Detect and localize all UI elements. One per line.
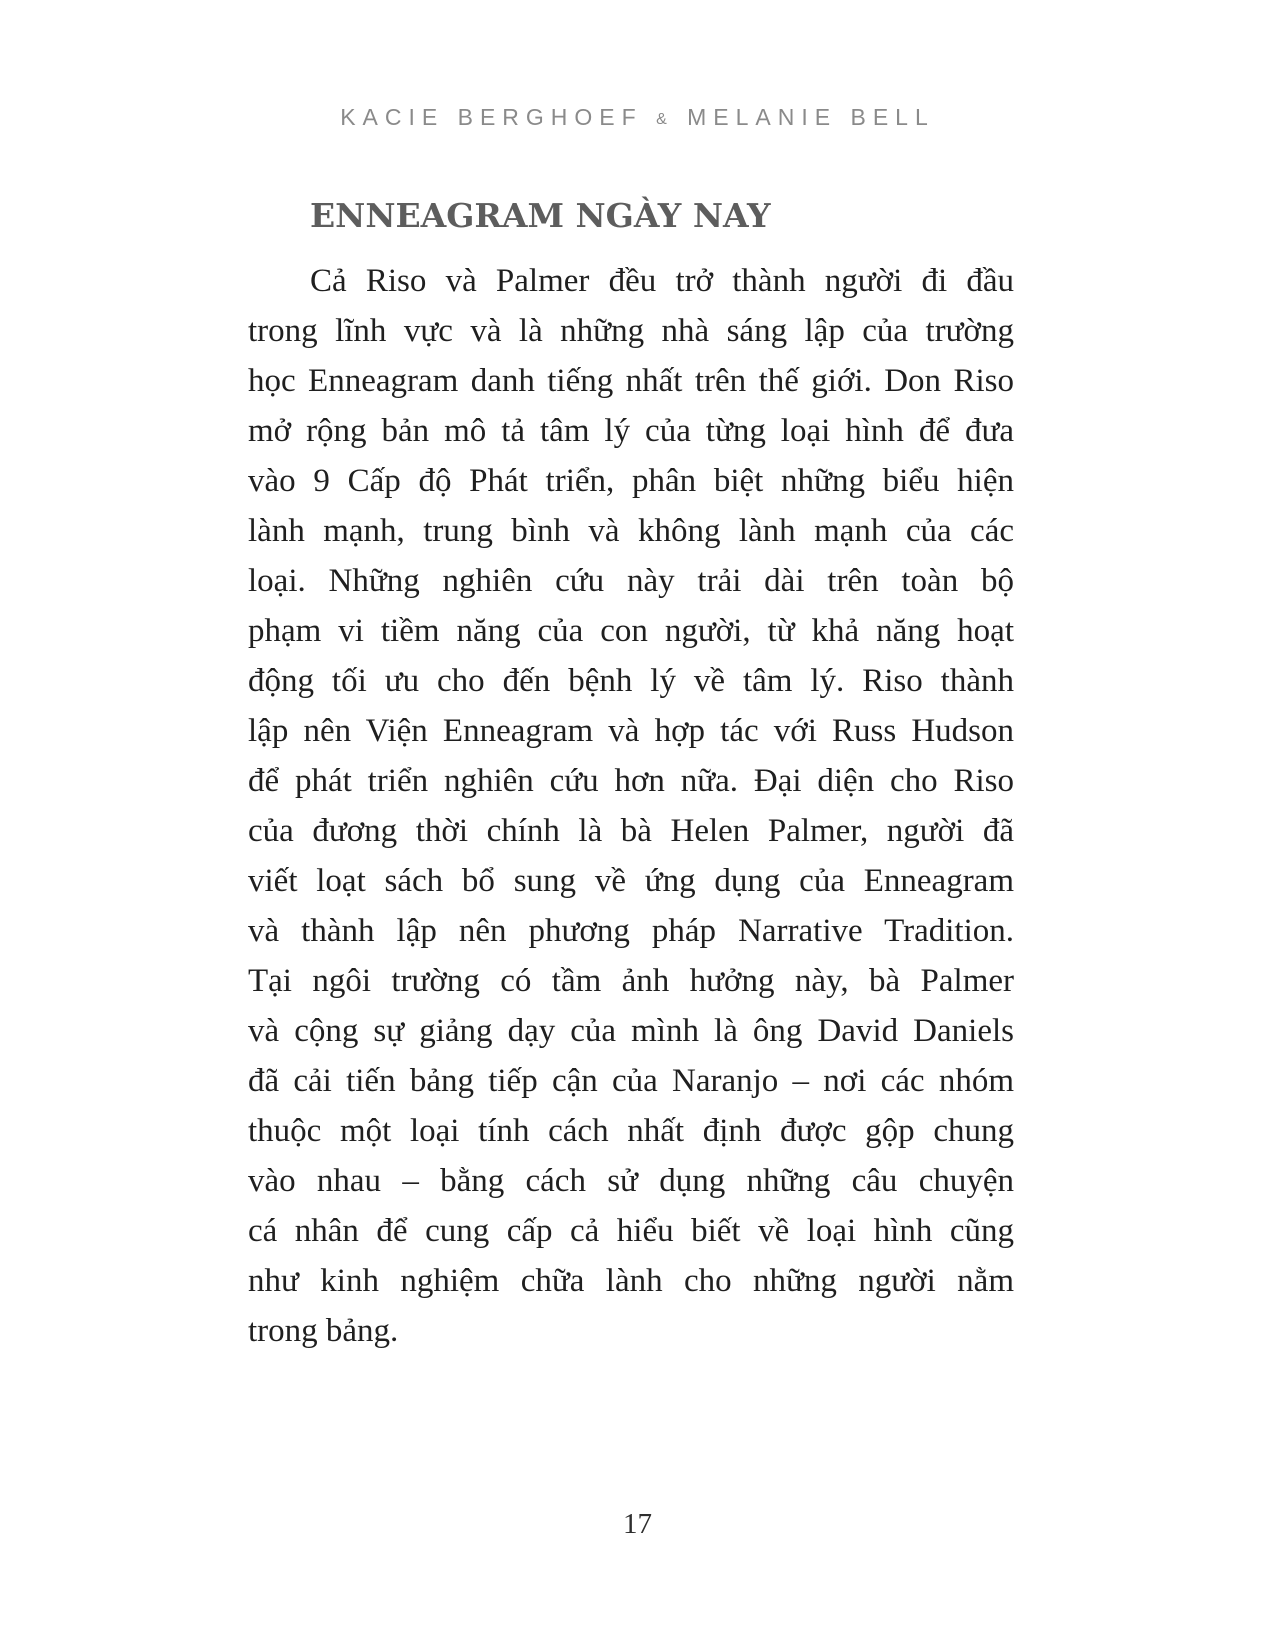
body-text-line: lành mạnh, trung bình và không lành mạnh của các [248,513,1014,549]
body-text-line: lập nên Viện Enneagram và hợp tác với Russ Hudson [248,713,1014,749]
body-text-line: và cộng sự giảng dạy của mình là ông David Daniels [248,1013,1014,1049]
body-text-line: mở rộng bản mô tả tâm lý của từng loại hình để đưa [248,413,1014,449]
body-text-line: đã cải tiến bảng tiếp cận của Naranjo – nơi các nhóm [248,1063,1014,1099]
body-text-line: và thành lập nên phương pháp Narrative Tradition. [248,913,1014,949]
page-number: 17 [623,1508,652,1540]
body-text-line: Cả Riso và Palmer đều trở thành người đi đầu [310,263,1014,299]
body-text-line: phạm vi tiềm năng của con người, từ khả năng hoạt [248,613,1014,649]
body-text-line: để phát triển nghiên cứu hơn nữa. Đại diện cho Riso [248,763,1014,799]
body-text-line: của đương thời chính là bà Helen Palmer, người đã [248,813,1014,849]
body-paragraph [248,256,1014,1356]
running-header-authors [0,104,1275,131]
body-text-line: thuộc một loại tính cách nhất định được gộp chung [248,1113,1014,1149]
body-text-line: Tại ngôi trường có tầm ảnh hưởng này, bà Palmer [248,963,1014,999]
body-text-line: vào 9 Cấp độ Phát triển, phân biệt những biểu hiện [248,463,1014,499]
body-text-line: trong bảng. [248,1313,399,1349]
body-text-line: viết loạt sách bổ sung về ứng dụng của Enneagram [248,863,1014,899]
section-heading: ENNEAGRAM NGÀY NAY [310,196,771,235]
body-text-line: học Enneagram danh tiếng nhất trên thế giới. Don Riso [248,363,1014,399]
body-text-line: trong lĩnh vực và là những nhà sáng lập của trường [248,313,1014,349]
body-text-line: vào nhau – bằng cách sử dụng những câu chuyện [248,1163,1014,1199]
body-text-line: động tối ưu cho đến bệnh lý về tâm lý. Riso thành [248,663,1014,699]
ampersand: & [656,111,674,128]
body-text-line: loại. Những nghiên cứu này trải dài trên toàn bộ [248,563,1014,599]
body-text-line: cá nhân để cung cấp cả hiểu biết về loại hình cũng [248,1213,1014,1249]
author-name-right: MELANIE BELL [687,104,935,130]
body-text-line: như kinh nghiệm chữa lành cho những người nằm [248,1263,1014,1299]
author-name-left: KACIE BERGHOEF [340,104,643,130]
